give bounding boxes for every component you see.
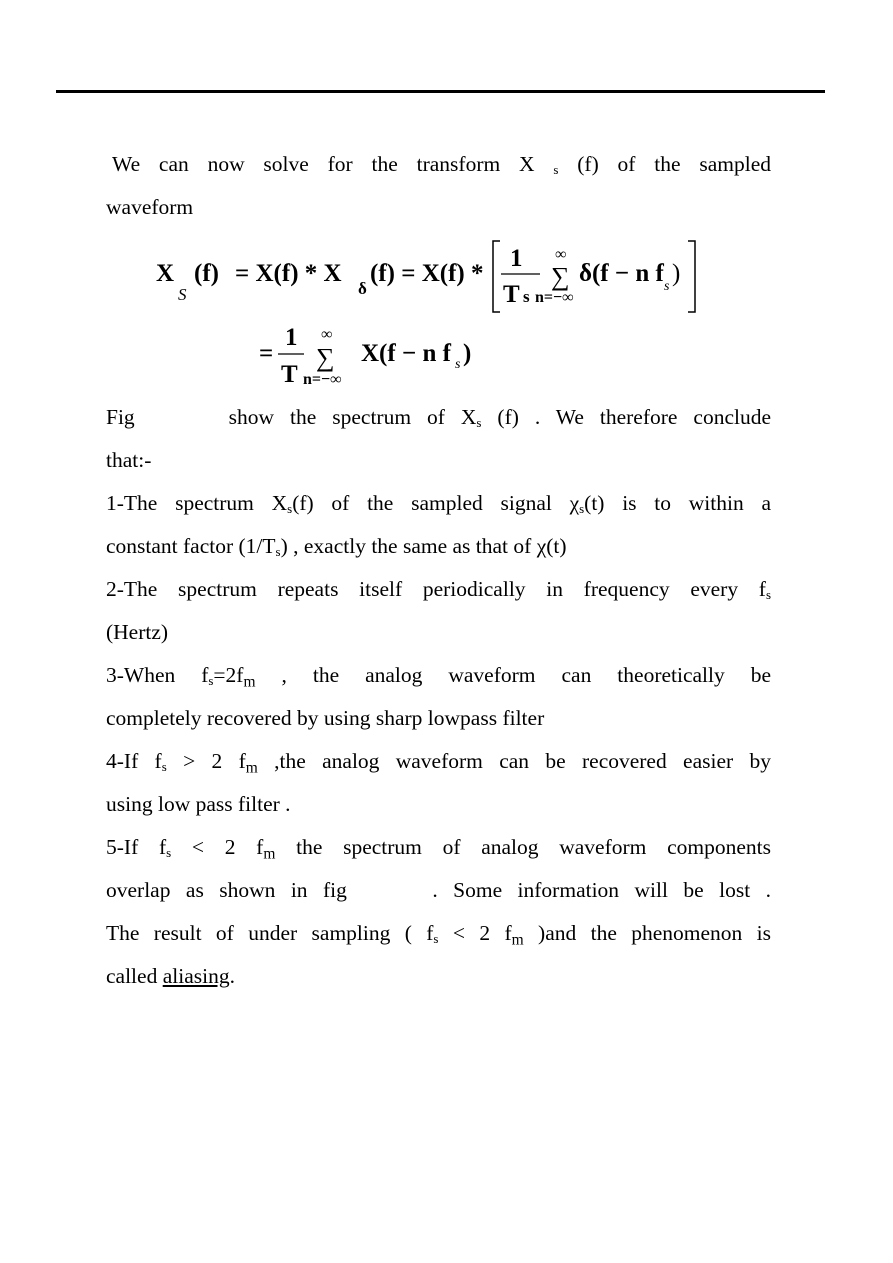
- item-2-line-1: 2-The spectrum repeats itself periodically in frequency every $f_s$: [106, 577, 771, 603]
- eq2-denominator: T: [281, 361, 298, 388]
- aliasing-term: aliasing: [162, 964, 230, 988]
- eq-term-close: ): [672, 260, 681, 287]
- item-2-line-2: (Hertz): [106, 620, 169, 644]
- frac-den-sub: s: [523, 287, 530, 306]
- eq2-equals: =: [259, 340, 274, 367]
- eq2-sum-sign: ∑: [316, 343, 335, 372]
- eq-lhs-f: (f): [194, 260, 219, 287]
- intro-line-2: waveform: [106, 195, 194, 219]
- sum-sign: ∑: [551, 262, 570, 291]
- eq-lhs-sub: S: [178, 285, 187, 304]
- item-3-line-2: completely recovered by using sharp lowpass filter: [106, 706, 545, 730]
- eq-term-sub: s: [664, 279, 670, 294]
- eq2-term-close: ): [463, 340, 472, 367]
- item-5-line-4: called aliasing.: [106, 964, 235, 988]
- eq-lhs-x: X: [156, 260, 175, 287]
- eq-part-1b: (f) = X(f) *: [370, 260, 484, 287]
- body-paragraphs: [106, 396, 771, 998]
- item-5-line-3: The result of under sampling ( $f_s < 2$ $f_m$ )and the phenomenon is: [106, 921, 772, 949]
- left-bracket: [493, 241, 500, 312]
- eq-term: δ(f − n f: [579, 260, 664, 287]
- eq2-sum-bottom: n=−∞: [303, 371, 342, 388]
- frac-numerator: 1: [510, 245, 523, 272]
- intro-line-1: We can now solve for the transform X $_s$ (f) of the sampled: [112, 152, 772, 178]
- eq-delta-sub: δ: [358, 279, 367, 298]
- item-4-line-2: using low pass filter .: [106, 792, 291, 816]
- item-4-line-1: 4-If $f_s > 2$ $f_m$ ,the analog waveform can be recovered easier by: [106, 749, 772, 777]
- fig-line-1: Fig show the spectrum of $X_s$ (f) . We therefore conclude: [106, 405, 772, 431]
- sum-bottom: n=−∞: [535, 289, 574, 306]
- eq2-term-sub: s: [455, 357, 461, 372]
- item-1-line-1: 1-The spectrum $X_s(f)$ of the sampled signal $\chi_s(t)$ is to within a: [106, 491, 772, 517]
- eq2-numerator: 1: [285, 324, 298, 351]
- item-3-line-1: 3-When $f_s=2f_m$ , the analog waveform can theoretically be: [106, 663, 772, 691]
- frac-denominator: T: [503, 281, 520, 308]
- eq-part-1: = X(f) * X: [235, 260, 342, 287]
- item-5-line-2: overlap as shown in fig . Some information will be lost .: [106, 878, 771, 902]
- eq2-term: X(f − n f: [361, 340, 451, 367]
- eq2-sum-top: ∞: [321, 326, 333, 343]
- sum-top: ∞: [555, 246, 567, 263]
- item-5-line-1: 5-If $f_s < 2$ $f_m$ the spectrum of analog waveform components: [106, 835, 772, 863]
- right-bracket: [688, 241, 695, 312]
- fig-line-2: that:-: [106, 448, 152, 472]
- item-1-line-2: constant factor $(1/T_s)$ , exactly the same as that of χ(t): [106, 534, 567, 560]
